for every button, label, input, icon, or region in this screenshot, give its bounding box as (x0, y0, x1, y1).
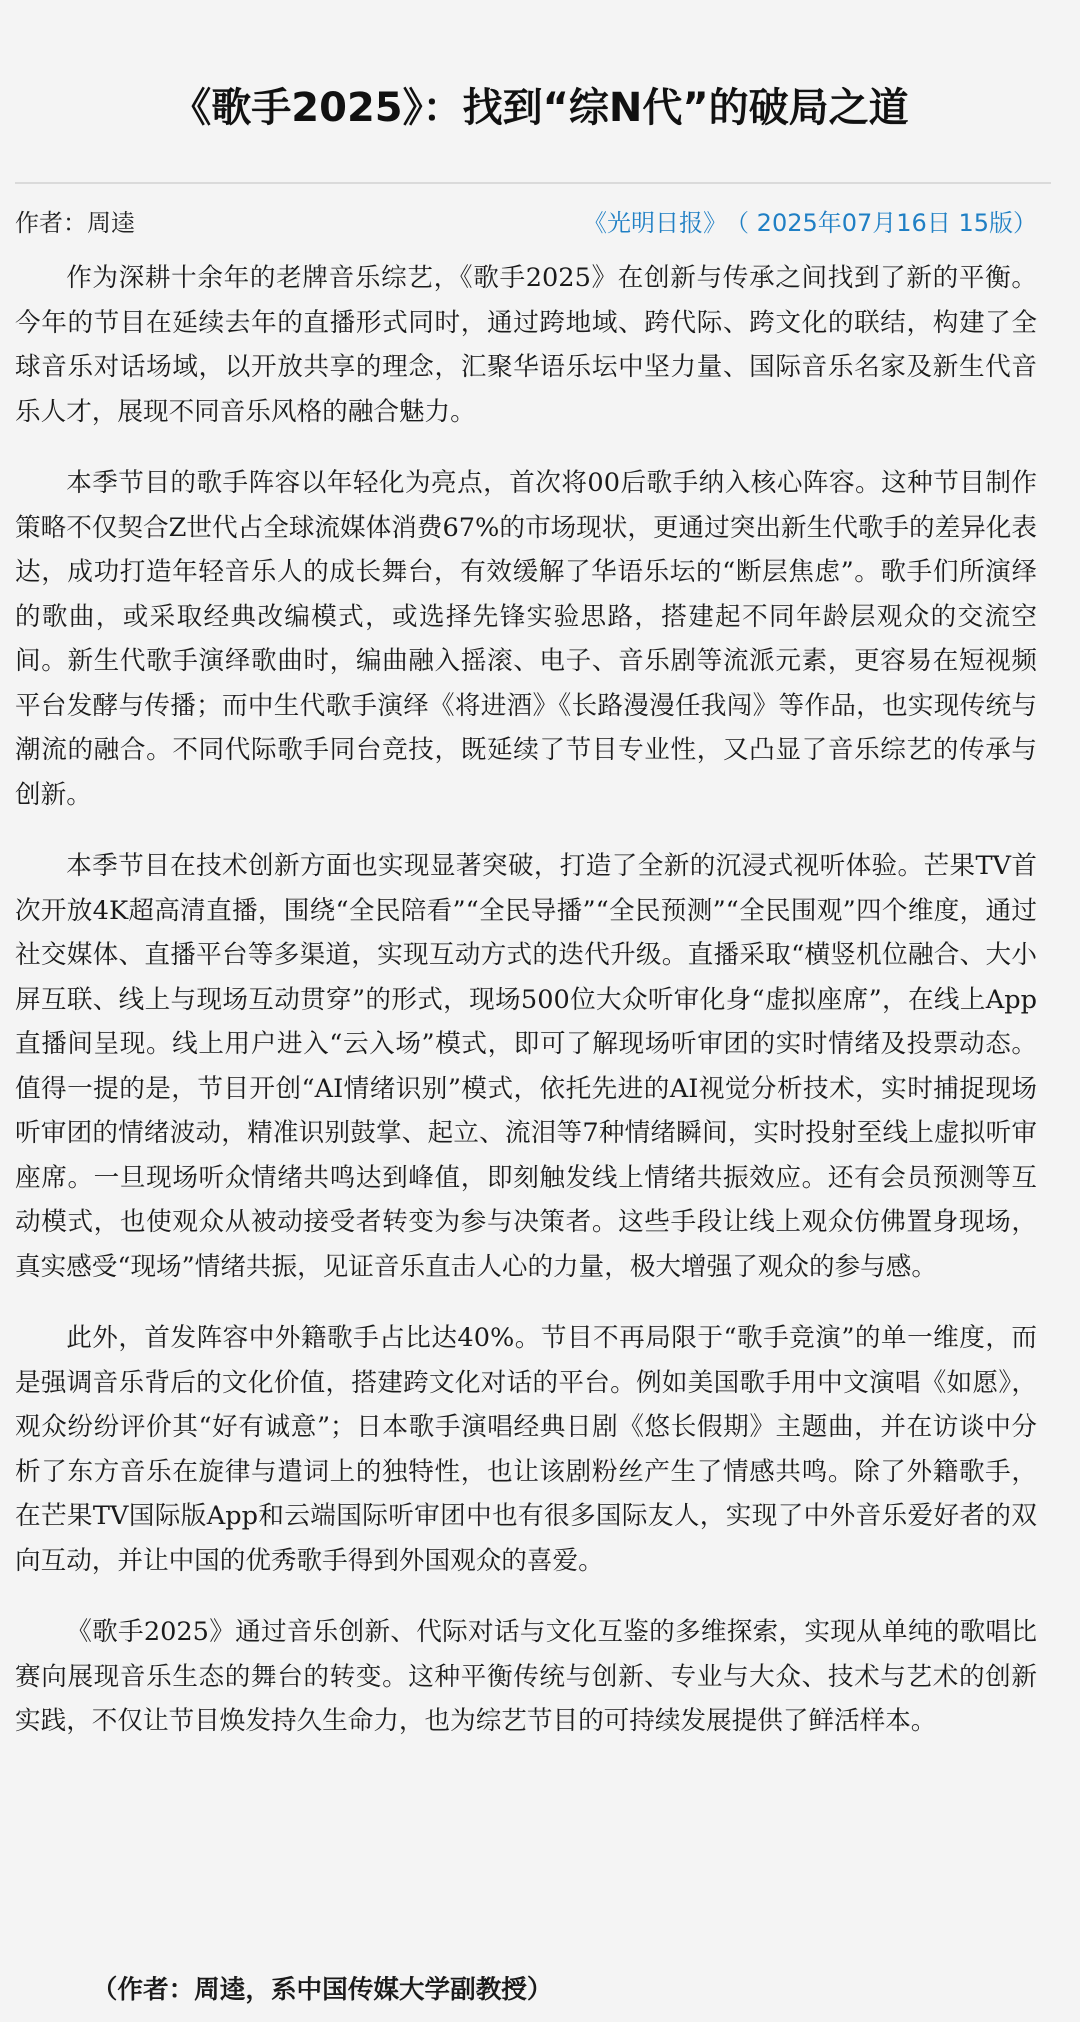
paragraph-3: 本季节目在技术创新方面也实现显著突破，打造了全新的沉浸式视听体验。芒果TV首次开放4K超高清直播，围绕“全民陪看”“全民导播”“全民预测”“全民围观”四个维度，通过社交媒体、直播平台等多渠道，实现互动方式的迭代升级。直播采取“横竖机位融合、大小屏互联、线上与现场互动贯穿”的形式，现场500位大众听审化身“虚拟座席”，在线上App直播间呈现。线上用户进入“云入场”模式，即可了解现场听审团的实时情绪及投票动态。值得一提的是，节目开创“AI情绪识别”模式，依托先进的AI视觉分析技术，实时捕捉现场听审团的情绪波动，精准识别鼓掌、起立、流泪等7种情绪瞬间，实时投射至线上虚拟听审座席。一旦现场听众情绪共鸣达到峰值，即刻触发线上情绪共振效应。还有会员预测等互动模式，也使观众从被动接受者转变为参与决策者。这些手段让线上观众仿佛置身现场，真实感受“现场”情绪共振，见证音乐直击人心的力量，极大增强了观众的参与感。 (15, 851, 1037, 1282)
source-info (583, 203, 1037, 243)
paragraph-2: 本季节目的歌手阵容以年轻化为亮点，首次将00后歌手纳入核心阵容。这种节目制作策略不仅契合Z世代占全球流媒体消费67%的市场现状，更通过突出新生代歌手的差异化表达，成功打造年轻音乐人的成长舞台，有效缓解了华语乐坛的“断层焦虑”。歌手们所演绎的歌曲，或采取经典改编模式，或选择先锋实验思路，搭建起不同年龄层观众的交流空间。新生代歌手演绎歌曲时，编曲融入摇滚、电子、音乐剧等流派元素，更容易在短视频平台发酵与传播；而中生代歌手演绎《将进酒》《长路漫漫任我闯》等作品，也实现传统与潮流的融合。不同代际歌手同台竞技，既延续了节目专业性，又凸显了音乐综艺的传承与创新。 (15, 468, 1037, 810)
edition-date: （ 2025年07月16日 15版） (737, 209, 1037, 237)
source-link[interactable]: 《光明日报》 (583, 209, 728, 237)
paragraph-5: 《歌手2025》通过音乐创新、代际对话与文化互鉴的多维探索，实现从单纯的歌唱比赛向展现音乐生态的舞台的转变。这种平衡传统与创新、专业与大众、技术与艺术的创新实践，不仅让节目焕发持久生命力，也为综艺节目的可持续发展提供了鲜活样本。 (15, 1617, 1037, 1736)
author-line: 作者：周逵 (15, 209, 135, 237)
article-body (15, 256, 1037, 1771)
author-signature: （作者：周逵，系中国传媒大学副教授） (91, 1975, 553, 2005)
title-divider (15, 182, 1051, 184)
paragraph-1: 作为深耕十余年的老牌音乐综艺，《歌手2025》在创新与传承之间找到了新的平衡。今年的节目在延续去年的直播形式同时，通过跨地域、跨代际、跨文化的联结，构建了全球音乐对话场域，以开放共享的理念，汇聚华语乐坛中坚力量、国际音乐名家及新生代音乐人才，展现不同音乐风格的融合魅力。 (15, 263, 1037, 427)
paragraph-4: 此外，首发阵容中外籍歌手占比达40%。节目不再局限于“歌手竞演”的单一维度，而是强调音乐背后的文化价值，搭建跨文化对话的平台。例如美国歌手用中文演唱《如愿》，观众纷纷评价其“好有诚意”；日本歌手演唱经典日剧《悠长假期》主题曲，并在访谈中分析了东方音乐在旋律与遣词上的独特性，也让该剧粉丝产生了情感共鸣。除了外籍歌手，在芒果TV国际版App和云端国际听审团中也有很多国际友人，实现了中外音乐爱好者的双向互动，并让中国的优秀歌手得到外国观众的喜爱。 (15, 1323, 1037, 1576)
article-title: 《歌手2025》：找到“综N代”的破局之道 (171, 85, 909, 131)
byline (15, 203, 1037, 243)
